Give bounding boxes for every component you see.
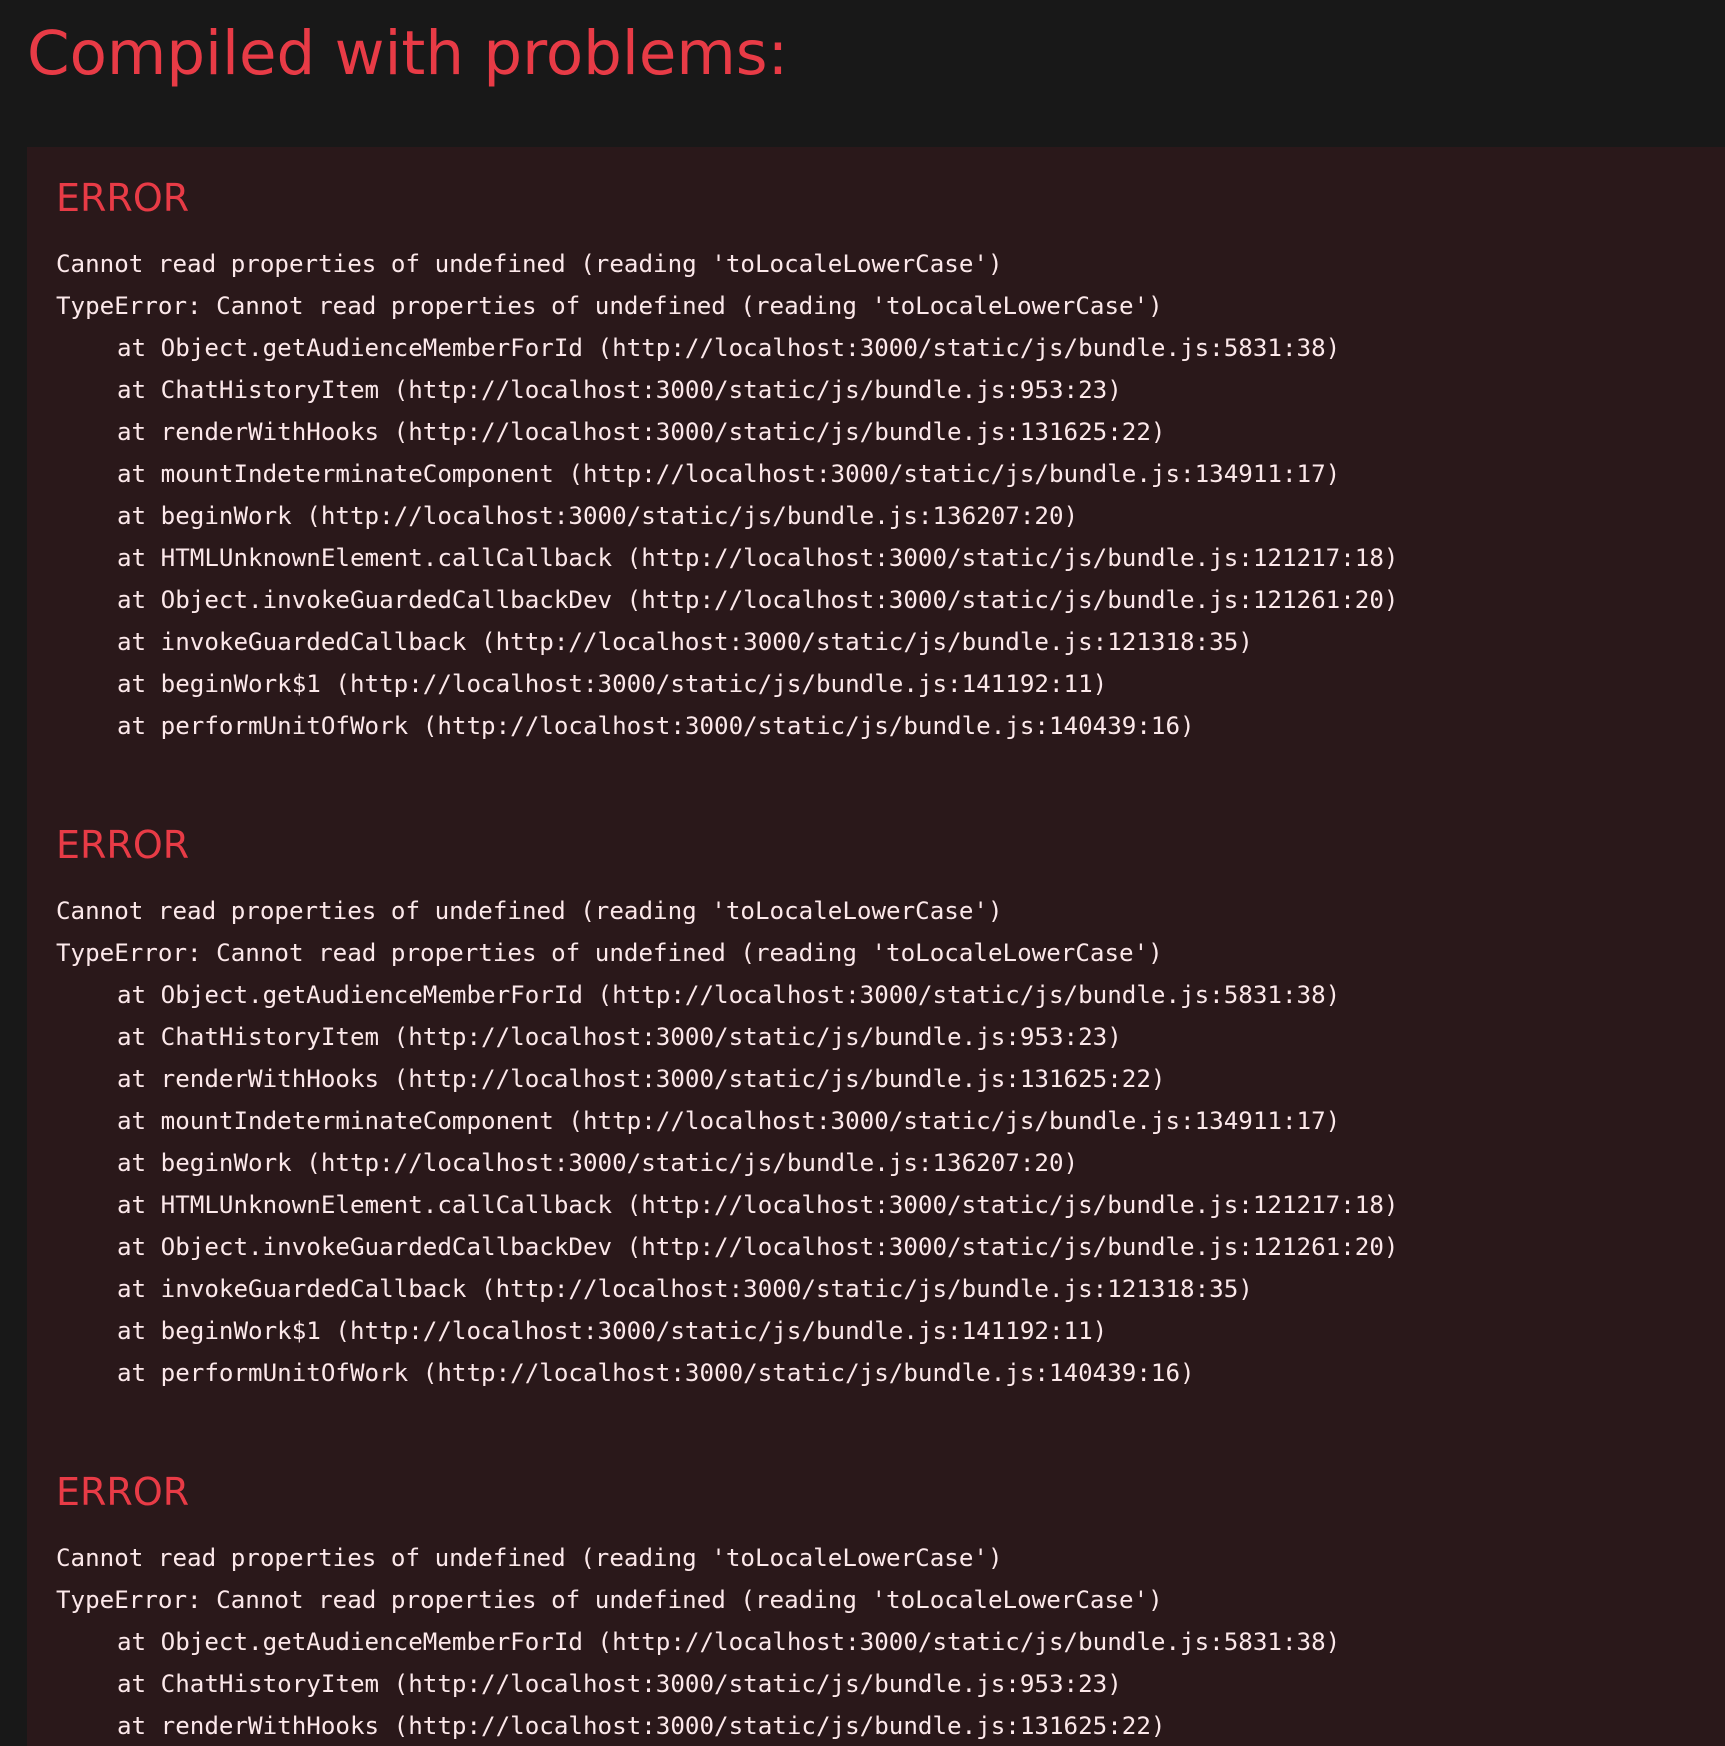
stack-frame: at renderWithHooks (http://localhost:3000/static/js/bundle.js:131625:22) bbox=[117, 418, 1166, 446]
stack-frame: at Object.invokeGuardedCallbackDev (http://localhost:3000/static/js/bundle.js:121261:20) bbox=[117, 1233, 1399, 1261]
stack-frame: at Object.getAudienceMemberForId (http://localhost:3000/static/js/bundle.js:5831:38) bbox=[117, 981, 1341, 1009]
stack-frame: at beginWork$1 (http://localhost:3000/static/js/bundle.js:141192:11) bbox=[117, 670, 1108, 698]
stack-frame: at mountIndeterminateComponent (http://localhost:3000/static/js/bundle.js:134911:17) bbox=[117, 1107, 1341, 1135]
error-type-line: TypeError: Cannot read properties of undefined (reading 'toLocaleLowerCase') bbox=[56, 292, 1163, 320]
error-type-line: TypeError: Cannot read properties of undefined (reading 'toLocaleLowerCase') bbox=[56, 939, 1163, 967]
stack-frame: at invokeGuardedCallback (http://localhost:3000/static/js/bundle.js:121318:35) bbox=[117, 628, 1253, 656]
stack-frame: at renderWithHooks (http://localhost:3000/static/js/bundle.js:131625:22) bbox=[117, 1065, 1166, 1093]
stack-frame: at ChatHistoryItem (http://localhost:3000/static/js/bundle.js:953:23) bbox=[117, 1670, 1122, 1698]
stack-frame: at performUnitOfWork (http://localhost:3000/static/js/bundle.js:140439:16) bbox=[117, 712, 1195, 740]
error-type-line: TypeError: Cannot read properties of undefined (reading 'toLocaleLowerCase') bbox=[56, 1586, 1163, 1614]
stack-frame: at beginWork$1 (http://localhost:3000/static/js/bundle.js:141192:11) bbox=[117, 1317, 1108, 1345]
stack-frame: at beginWork (http://localhost:3000/static/js/bundle.js:136207:20) bbox=[117, 502, 1079, 530]
stack-frame: at Object.getAudienceMemberForId (http://localhost:3000/static/js/bundle.js:5831:38) bbox=[117, 334, 1341, 362]
stack-frame: at ChatHistoryItem (http://localhost:3000/static/js/bundle.js:953:23) bbox=[117, 376, 1122, 404]
stack-frame: at beginWork (http://localhost:3000/static/js/bundle.js:136207:20) bbox=[117, 1149, 1079, 1177]
stack-frame: at mountIndeterminateComponent (http://localhost:3000/static/js/bundle.js:134911:17) bbox=[117, 460, 1341, 488]
overlay-title: Compiled with problems: bbox=[27, 18, 789, 89]
error-details bbox=[56, 890, 1398, 1394]
stack-frame: at HTMLUnknownElement.callCallback (http://localhost:3000/static/js/bundle.js:121217:18) bbox=[117, 1191, 1399, 1219]
errors-panel[interactable] bbox=[27, 147, 1725, 1746]
error-heading: ERROR bbox=[56, 1470, 190, 1514]
error-heading: ERROR bbox=[56, 176, 190, 220]
stack-frame: at renderWithHooks (http://localhost:3000/static/js/bundle.js:131625:22) bbox=[117, 1712, 1166, 1740]
stack-frame: at ChatHistoryItem (http://localhost:3000/static/js/bundle.js:953:23) bbox=[117, 1023, 1122, 1051]
stack-frame: at Object.invokeGuardedCallbackDev (http://localhost:3000/static/js/bundle.js:121261:20) bbox=[117, 586, 1399, 614]
stack-frame: at invokeGuardedCallback (http://localhost:3000/static/js/bundle.js:121318:35) bbox=[117, 1275, 1253, 1303]
stack-frame: at Object.getAudienceMemberForId (http://localhost:3000/static/js/bundle.js:5831:38) bbox=[117, 1628, 1341, 1656]
error-details bbox=[56, 1537, 1340, 1746]
error-message: Cannot read properties of undefined (reading 'toLocaleLowerCase') bbox=[56, 250, 1003, 278]
error-message: Cannot read properties of undefined (reading 'toLocaleLowerCase') bbox=[56, 1544, 1003, 1572]
error-heading: ERROR bbox=[56, 823, 190, 867]
stack-frame: at performUnitOfWork (http://localhost:3000/static/js/bundle.js:140439:16) bbox=[117, 1359, 1195, 1387]
error-message: Cannot read properties of undefined (reading 'toLocaleLowerCase') bbox=[56, 897, 1003, 925]
stack-frame: at HTMLUnknownElement.callCallback (http://localhost:3000/static/js/bundle.js:121217:18) bbox=[117, 544, 1399, 572]
error-details bbox=[56, 243, 1398, 747]
